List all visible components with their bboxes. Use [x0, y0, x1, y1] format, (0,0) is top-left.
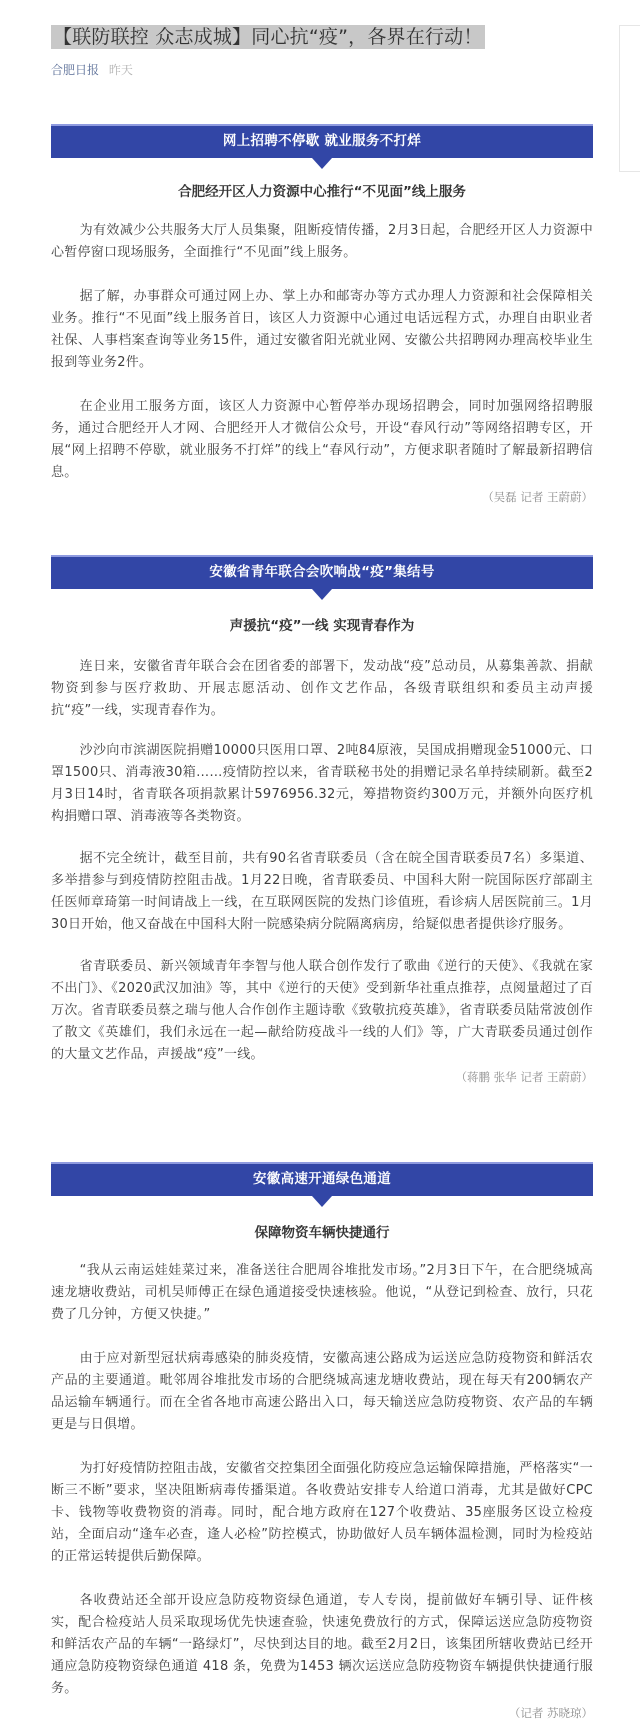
section-youth-federation — [51, 555, 593, 1086]
byline: （吴磊 记者 王蔚蔚） — [482, 490, 593, 504]
source-link[interactable]: 合肥日报 — [51, 63, 100, 77]
paragraph: 连日来，安徽省青年联合会在团省委的部署下，发动战“疫”总动员，从募集善款、捐献物资到参与医疗救助、开展志愿活动、创作文艺作品，各级青联组织和委员主动声援抗“疫”一线，实现青春作为。 — [51, 659, 593, 718]
section-banner — [51, 1162, 593, 1196]
byline: （蒋鹏 张华 记者 王蔚蔚） — [455, 1070, 593, 1084]
section-subhead: 声援抗“疫”一线 实现青春作为 — [229, 618, 415, 634]
article-title: 【联防联控 众志成城】同心抗“疫”，各界在行动！ — [53, 26, 483, 48]
paragraph: 在企业用工服务方面，该区人力资源中心暂停举办现场招聘会，同时加强网络招聘服务，通过合肥经开人才网、合肥经开人才微信公众号，开设“春风行动”等网络招聘专区，开展“网上招聘不停歇，就业服务不打烊”的线上“春风行动”，方便求职者随时了解最新招聘信息。 — [51, 399, 593, 480]
paragraph: 省青联委员、新兴领域青年李智与他人联合创作发行了歌曲《逆行的天使》、《我就在家不出门》、《2020武汉加油》等，其中《逆行的天使》受到新华社重点推荐，点阅量超过了百万次。省青联委员蔡之瑞与他人合作创作主题诗歌《致敬抗疫英雄》，省青联委员陆常波创作了散文《英雄们，我们永远在一起—献给防疫战斗一线的人们》等，广大青联委员通过创作的大量文艺作品，声援战“疫”一线。 — [51, 959, 593, 1062]
article-meta — [51, 62, 133, 78]
banner-arrow-icon — [312, 158, 332, 169]
section-subhead: 保障物资车辆快捷通行 — [254, 1225, 390, 1241]
paragraph: 由于应对新型冠状病毒感染的肺炎疫情，安徽高速公路成为运送应急防疫物资和鲜活农产品的主要通道。毗邻周谷堆批发市场的合肥绕城高速龙塘收费站，现在每天有200辆农产品运输车辆通行。而在全省各地市高速公路出入口，每天输送应急防疫物资、农产品的车辆更是与日俱增。 — [51, 1351, 593, 1432]
paragraph: 为打好疫情防控阻击战，安徽省交控集团全面强化防疫应急运输保障措施，严格落实“一断三不断”要求，坚决阻断病毒传播渠道。各收费站安排专人给道口消毒，尤其是做好CPC卡、钱物等收费物资的消毒。同时，配合地方政府在127个收费站、35座服务区设立检疫站，全面启动“逢车必查，逢人必检”防控模式，协助做好人员车辆体温检测，同时为检疫站的正常运转提供后勤保障。 — [51, 1461, 593, 1564]
byline: （记者 苏晓琼） — [508, 1706, 593, 1720]
paragraph: “我从云南运娃娃菜过来，准备送往合肥周谷堆批发市场。”2月3日下午，在合肥绕城高速龙塘收费站，司机吴师傅正在绿色通道接受快速核验。他说，“从登记到检查、放行，只花费了几分钟，方便又快捷。” — [51, 1263, 593, 1322]
banner-arrow-icon — [312, 589, 332, 600]
publish-time: 昨天 — [108, 63, 133, 77]
paragraph: 各收费站还全部开设应急防疫物资绿色通道，专人专岗，提前做好车辆引导、证件核实，配合检疫站人员采取现场优先快速查验，快速免费放行的方式，保障运送应急防疫物资和鲜活农产品的车辆“一路绿灯”，尽快到达目的地。截至2月2日，该集团所辖收费站已经开通应急防疫物资绿色通道 418 条，免费为1453 辆次运送应急防疫物资车辆提供快捷通行服务。 — [51, 1593, 593, 1696]
section-banner-title: 安徽高速开通绿色通道 — [253, 1171, 391, 1187]
side-panel — [619, 25, 640, 172]
section-banner-title: 网上招聘不停歇 就业服务不打烊 — [222, 133, 422, 149]
section-recruitment — [51, 124, 593, 506]
section-highway — [51, 1162, 593, 1722]
section-banner — [51, 124, 593, 158]
section-banner — [51, 555, 593, 589]
paragraph: 沙沙向市滨湖医院捐赠10000只医用口罩、2吨84原液，吴国成捐赠现金51000元、口罩1500只、消毒液30箱……疫情防控以来，省青联秘书处的捐赠记录名单持续刷新。截至2月3日14时，省青联各项捐款累计5976956.32元，筹措物资约300万元，并额外向医疗机构捐赠口罩、消毒液等各类物资。 — [51, 743, 593, 824]
paragraph: 据了解，办事群众可通过网上办、掌上办和邮寄办等方式办理人力资源和社会保障相关业务。推行“不见面”线上服务首日，该区人力资源中心通过电话远程方式，办理自由职业者社保、人事档案查询等业务15件，通过安徽省阳光就业网、安徽公共招聘网办理高校毕业生报到等业务2件。 — [51, 289, 593, 370]
paragraph: 据不完全统计，截至目前，共有90名省青联委员（含在皖全国青联委员7名）多渠道、多举措参与到疫情防控阻击战。1月22日晚，省青联委员、中国科大附一院国际医疗部副主任医师章琦第一时间请战上一线，在互联网医院的发热门诊值班，看诊病人居医院前三。1月30日开始，他又奋战在中国科大附一院感染病分院隔离病房，给疑似患者提供诊疗服务。 — [51, 851, 593, 932]
section-subhead: 合肥经开区人力资源中心推行“不见面”线上服务 — [178, 184, 466, 200]
paragraph: 为有效减少公共服务大厅人员集聚，阻断疫情传播，2月3日起，合肥经开区人力资源中心暂停窗口现场服务，全面推行“不见面”线上服务。 — [51, 223, 593, 260]
banner-arrow-icon — [312, 1196, 332, 1207]
section-banner-title: 安徽省青年联合会吹响战“疫”集结号 — [209, 564, 435, 580]
